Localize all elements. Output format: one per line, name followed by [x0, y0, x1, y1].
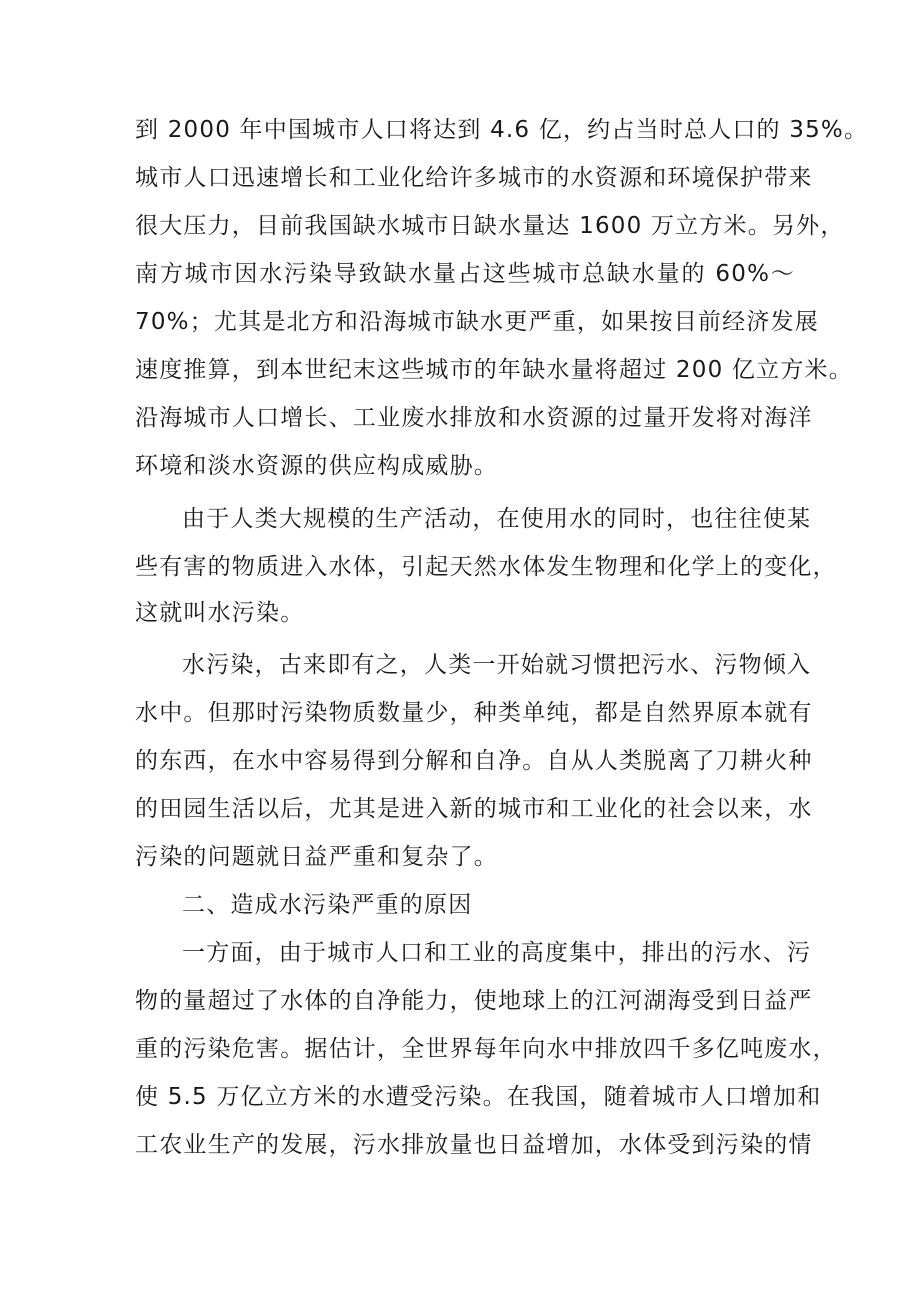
- paragraph-3-line-3: 的东西，在水中容易得到分解和自净。自从人类脱离了刀耕火种: [135, 748, 813, 774]
- paragraph-1-line-6: 速度推算，到本世纪末这些城市的年缺水量将超过 200 亿立方米。: [135, 357, 853, 383]
- paragraph-3-line-1: 水污染，古来即有之，人类一开始就习惯把污水、污物倾入: [182, 652, 812, 678]
- paragraph-1-line-2: 城市人口迅速增长和工业化给许多城市的水资源和环境保护带来: [135, 165, 813, 191]
- paragraph-5-line-3: 重的污染危害。据估计，全世界每年向水中排放四千多亿吨废水，: [135, 1036, 837, 1062]
- paragraph-5-line-4: 使 5.5 万亿立方米的水遭受污染。在我国，随着城市人口增加和: [135, 1084, 822, 1110]
- paragraph-5-line-5: 工农业生产的发展，污水排放量也日益增加，水体受到污染的情: [135, 1132, 813, 1158]
- section-heading: 二、造成水污染严重的原因: [182, 892, 473, 918]
- paragraph-1-line-5: 70%；尤其是北方和沿海城市缺水更严重，如果按目前经济发展: [135, 309, 819, 335]
- paragraph-2-line-2: 些有害的物质进入水体，引起天然水体发生物理和化学上的变化，: [135, 554, 837, 580]
- paragraph-2-line-3: 这就叫水污染。: [135, 600, 305, 626]
- paragraph-3-line-4: 的田园生活以后，尤其是进入新的城市和工业化的社会以来，水: [135, 796, 813, 822]
- paragraph-5-line-1: 一方面，由于城市人口和工业的高度集中，排出的污水、污: [182, 940, 812, 966]
- paragraph-1-line-7: 沿海城市人口增长、工业废水排放和水资源的过量开发将对海洋: [135, 405, 813, 431]
- paragraph-5-line-2: 物的量超过了水体的自净能力，使地球上的江河湖海受到日益严: [135, 988, 813, 1014]
- paragraph-2-line-1: 由于人类大规模的生产活动，在使用水的同时，也往往使某: [182, 506, 812, 532]
- paragraph-1-line-8: 环境和淡水资源的供应构成威胁。: [135, 453, 498, 479]
- paragraph-3-line-2: 水中。但那时污染物质数量少，种类单纯，都是自然界原本就有: [135, 700, 813, 726]
- paragraph-1-line-3: 很大压力，目前我国缺水城市日缺水量达 1600 万立方米。另外，: [135, 213, 845, 239]
- paragraph-3-line-5: 污染的问题就日益严重和复杂了。: [135, 844, 498, 870]
- paragraph-1-line-1: 到 2000 年中国城市人口将达到 4.6 亿，约占当时总人口的 35%。: [135, 117, 869, 143]
- paragraph-1-line-4: 南方城市因水污染导致缺水量占这些城市总缺水量的 60%～: [135, 261, 795, 287]
